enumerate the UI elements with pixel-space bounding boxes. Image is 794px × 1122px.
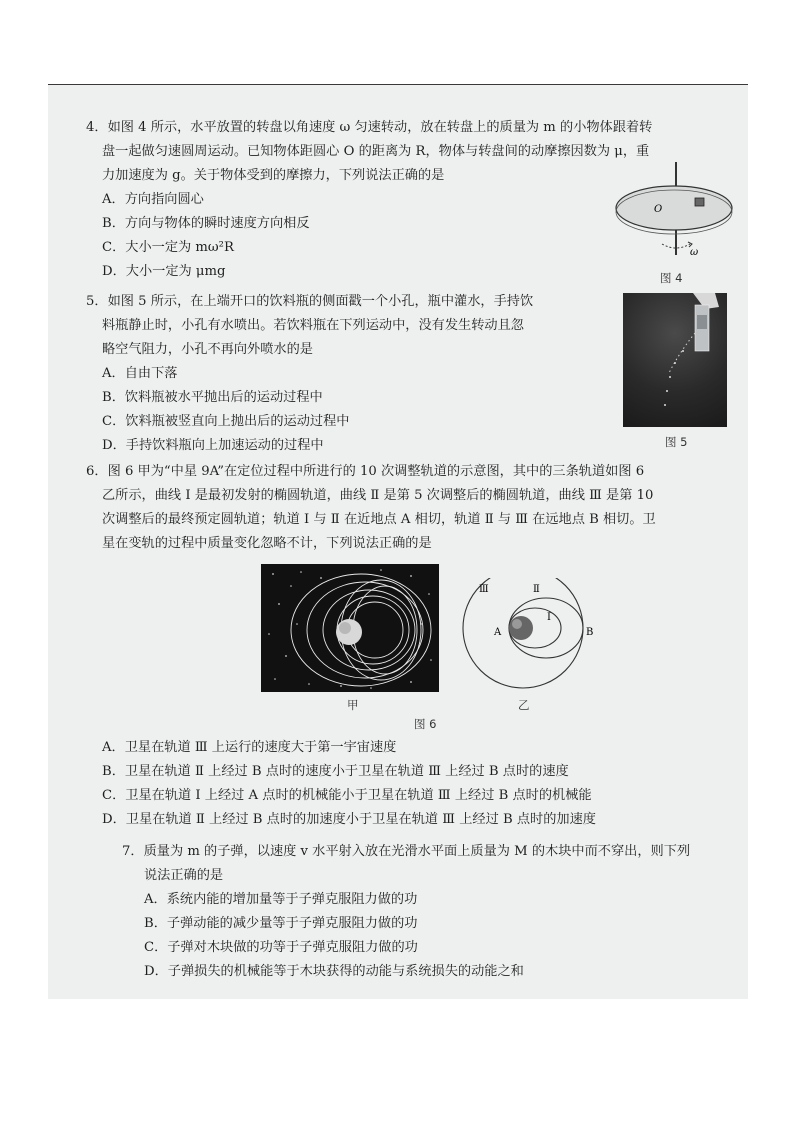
question-4-stem-line: 盘一起做匀速圆周运动。已知物体距圆心 O 的距离为 R，物体与转盘间的动摩擦因数为 μ，重 — [102, 144, 650, 159]
figure-5-bottle-drawing — [623, 293, 727, 427]
question-6-options — [86, 736, 706, 832]
figure-4-label-o: O — [654, 204, 663, 215]
question-5-stem-line: 略空气阻力，小孔不再向外喷水的是 — [102, 342, 313, 357]
question-6-option-b[interactable]: B．卫星在轨道 Ⅱ 上经过 B 点时的速度小于卫星在轨道 Ⅲ 上经过 B 点时的速度 — [102, 764, 569, 779]
figure-4-turntable — [606, 160, 736, 260]
figure-6-caption: 图 6 — [414, 717, 437, 731]
figure-5-bottle-photo — [623, 293, 727, 427]
question-6-option-a[interactable]: A．卫星在轨道 Ⅲ 上运行的速度大于第一宇宙速度 — [102, 740, 397, 755]
question-7-stem-line: 说法正确的是 — [144, 868, 224, 883]
question-6-option-d[interactable]: D．卫星在轨道 Ⅱ 上经过 B 点时的加速度小于卫星在轨道 Ⅲ 上经过 B 点时的加速度 — [102, 812, 596, 827]
question-4-option-c[interactable]: C．大小一定为 mω²R — [102, 240, 234, 255]
question-7-stem-line: 7．质量为 m 的子弹，以速度 v 水平射入放在光滑水平面上质量为 M 的木块中而不穿出，则下列 — [122, 844, 691, 859]
question-4-stem-line: 力加速度为 g。关于物体受到的摩擦力，下列说法正确的是 — [102, 168, 445, 183]
question-5 — [86, 290, 706, 458]
question-6 — [86, 460, 706, 556]
figure-4-caption: 图 4 — [660, 271, 683, 285]
question-4-option-a[interactable]: A．方向指向圆心 — [102, 192, 204, 207]
figure-6-yi-orbits — [455, 578, 605, 702]
question-5-option-c[interactable]: C．饮料瓶被竖直向上抛出后的运动过程中 — [102, 414, 350, 429]
figure-6-jia-drawing — [261, 564, 439, 692]
question-6-stem-line: 6．图 6 甲为“中星 9A”在定位过程中所进行的 10 次调整轨道的示意图，其中的三条轨道如图 6 — [86, 464, 645, 479]
question-7 — [122, 840, 742, 984]
question-5-option-b[interactable]: B．饮料瓶被水平抛出后的运动过程中 — [102, 390, 323, 405]
figure-5-caption: 图 5 — [665, 435, 688, 449]
question-4-stem-line: 4．如图 4 所示，水平放置的转盘以角速度 ω 匀速转动，放在转盘上的质量为 m 的小物体跟着转 — [86, 120, 653, 135]
question-6-stem-line: 次调整后的最终预定圆轨道；轨道 Ⅰ 与 Ⅱ 在近地点 A 相切，轨道 Ⅱ 与 Ⅲ 在远地点 B 相切。卫 — [102, 512, 656, 527]
question-7-option-b[interactable]: B．子弹动能的减少量等于子弹克服阻力做的功 — [144, 916, 418, 931]
question-6-option-c[interactable]: C．卫星在轨道 Ⅰ 上经过 A 点时的机械能小于卫星在轨道 Ⅲ 上经过 B 点时的机械能 — [102, 788, 592, 803]
point-b-label: B — [586, 627, 594, 638]
question-6-stem-line: 乙所示，曲线 Ⅰ 是最初发射的椭圆轨道，曲线 Ⅱ 是第 5 次调整后的椭圆轨道，曲线 Ⅲ 是第 10 — [102, 488, 654, 503]
question-5-option-a[interactable]: A．自由下落 — [102, 366, 178, 381]
question-5-stem-line: 5．如图 5 所示，在上端开口的饮料瓶的侧面戳一个小孔，瓶中灌水，手持饮 — [86, 294, 534, 309]
figure-4-label-omega: ω — [690, 247, 699, 258]
figure-6-jia-photo — [261, 564, 439, 692]
question-5-stem-line: 料瓶静止时，小孔有水喷出。若饮料瓶在下列运动中，没有发生转动且忽 — [102, 318, 524, 333]
question-7-option-d[interactable]: D．子弹损失的机械能等于木块获得的动能与系统损失的动能之和 — [144, 964, 524, 979]
question-4-option-b[interactable]: B．方向与物体的瞬时速度方向相反 — [102, 216, 310, 231]
question-7-option-c[interactable]: C．子弹对木块做的功等于子弹克服阻力做的功 — [144, 940, 418, 955]
question-4-option-d[interactable]: D．大小一定为 μmg — [102, 264, 226, 279]
point-a-label: A — [494, 627, 502, 638]
question-6-stem-line: 星在变轨的过程中质量变化忽略不计，下列说法正确的是 — [102, 536, 432, 551]
orbit-ii-label: Ⅱ — [533, 584, 540, 595]
figure-6-yi-label: 乙 — [518, 698, 530, 712]
orbit-i-label: Ⅰ — [547, 612, 551, 623]
figure-6-jia-label: 甲 — [347, 698, 359, 712]
orbit-iii-label: Ⅲ — [479, 584, 489, 595]
question-5-option-d[interactable]: D．手持饮料瓶向上加速运动的过程中 — [102, 438, 324, 453]
earth-icon — [509, 616, 533, 640]
question-7-option-a[interactable]: A．系统内能的增加量等于子弹克服阻力做的功 — [144, 892, 418, 907]
